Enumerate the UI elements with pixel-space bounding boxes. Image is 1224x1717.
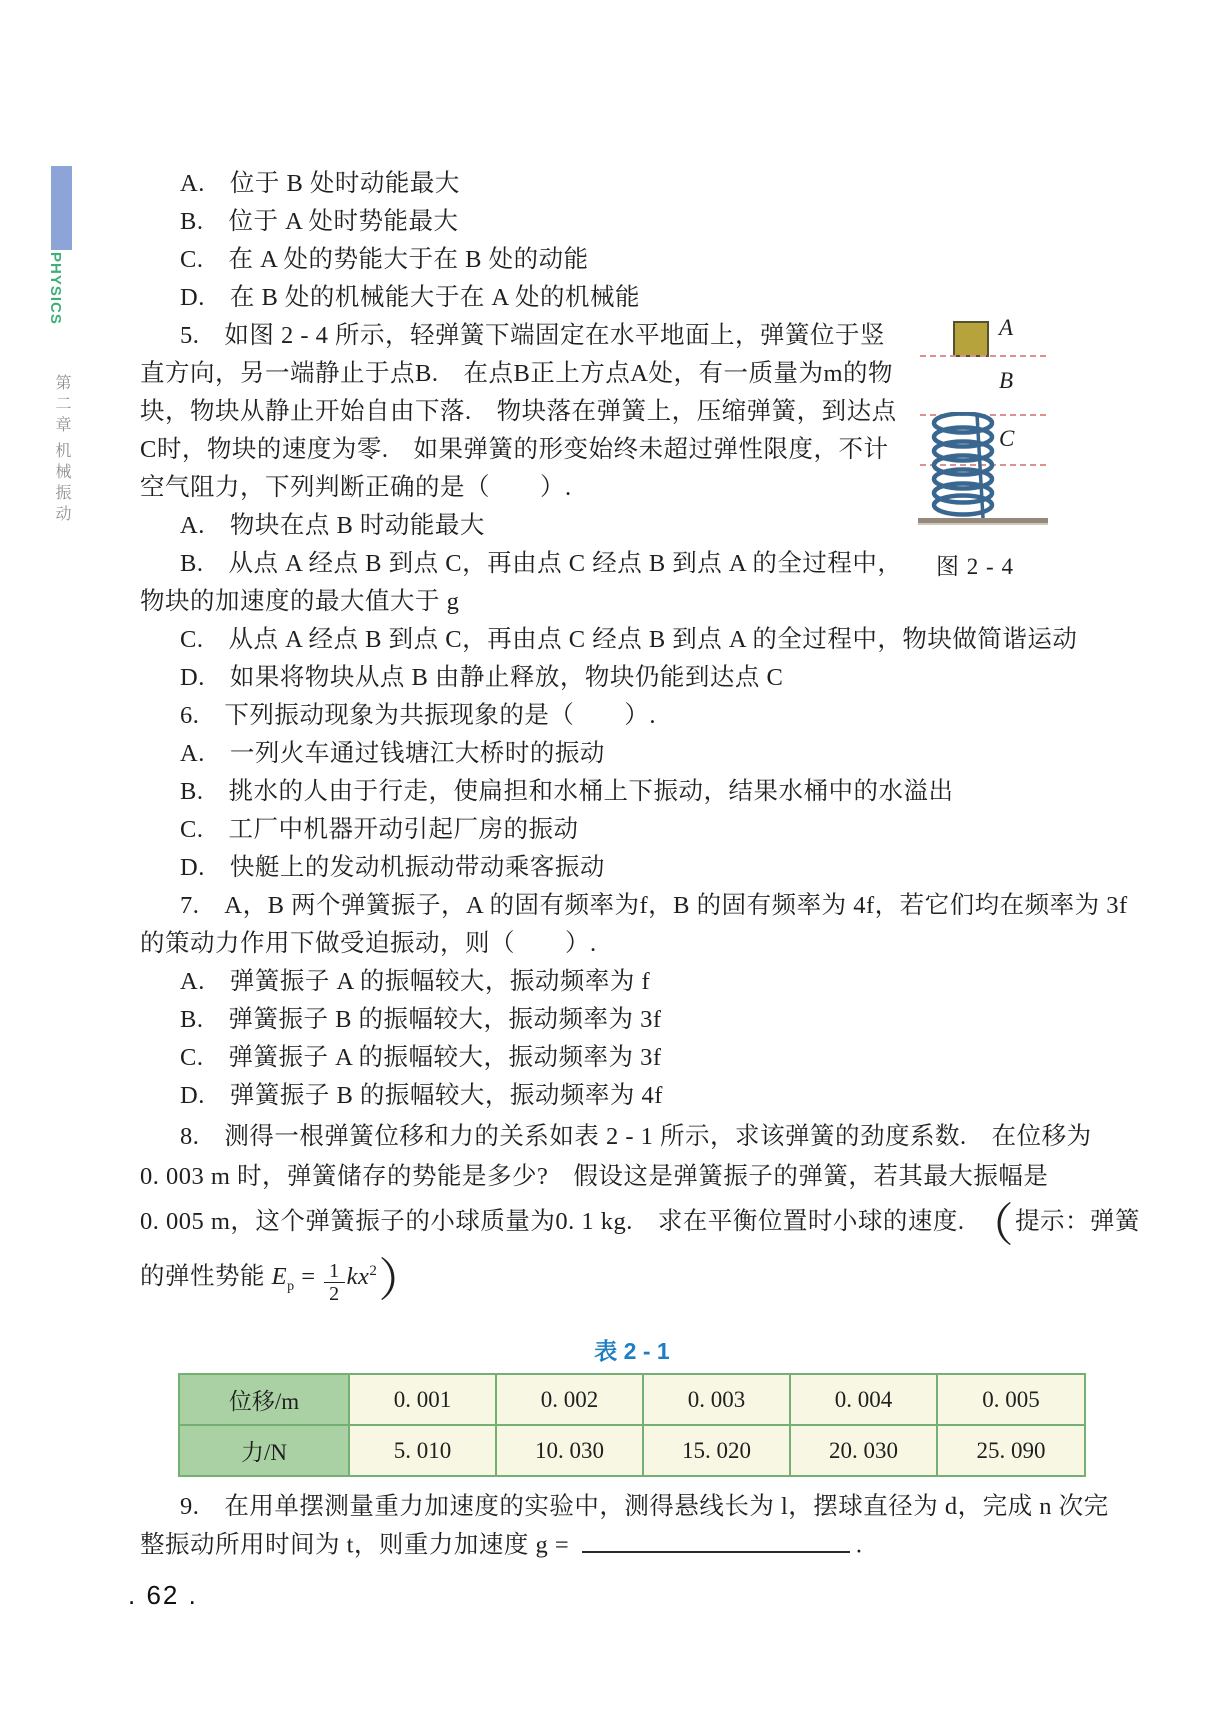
cell-force-3: 15. 020 xyxy=(643,1425,790,1476)
q7-option-c: C. 弹簧振子 A 的振幅较大，振动频率为 3f xyxy=(180,1044,662,1071)
q5-option-d: D. 如果将物块从点 B 由静止释放，物块仍能到达点 C xyxy=(180,664,784,691)
table-row-force xyxy=(179,1425,1085,1476)
figure-label-a: A xyxy=(999,315,1014,340)
formula-equals: = xyxy=(294,1263,323,1291)
q5-line-1: 5. 如图 2 - 4 所示，轻弹簧下端固定在水平地面上，弹簧位于竖 xyxy=(180,322,886,349)
q6-option-a: A. 一列火车通过钱塘江大桥时的振动 xyxy=(180,740,605,767)
figure-label-b: B xyxy=(999,368,1014,393)
formula-prefix: 的弹性势能 xyxy=(140,1263,272,1291)
q9-line-2-end: . xyxy=(855,1531,863,1559)
q7-option-a: A. 弹簧振子 A 的振幅较大，振动频率为 f xyxy=(180,968,651,995)
cell-force-5: 25. 090 xyxy=(937,1425,1085,1476)
q7-line-2: 的策动力作用下做受迫振动，则（ ）. xyxy=(140,930,597,957)
formula-exponent: 2 xyxy=(369,1263,378,1279)
q5-option-a: A. 物块在点 B 时动能最大 xyxy=(180,512,485,539)
q5-option-c: C. 从点 A 经点 B 到点 C，再由点 C 经点 B 到点 A 的全过程中，物块做简谐运动 xyxy=(180,626,1078,653)
q8-line-3 xyxy=(140,1200,1141,1251)
formula-symbol: E xyxy=(271,1263,288,1291)
spring-icon xyxy=(925,412,1001,522)
q8-line-1: 8. 测得一根弹簧位移和力的关系如表 2 - 1 所示，求该弹簧的劲度系数. 在位移为 xyxy=(180,1123,1092,1150)
page-number: . 62 . xyxy=(128,1580,198,1610)
cell-force-1: 5. 010 xyxy=(349,1425,496,1476)
q4-option-d: D. 在 B 处的机械能大于在 A 处的机械能 xyxy=(180,284,640,311)
ground-line xyxy=(918,518,1048,523)
q5-option-b: B. 从点 A 经点 B 到点 C，再由点 C 经点 B 到点 A 的全过程中， xyxy=(180,550,903,577)
q7-line-1: 7. A，B 两个弹簧振子，A 的固有频率为f，B 的固有频率为 4f，若它们均在频率为 3f xyxy=(180,892,1128,919)
q8-line-3-text: 0. 005 m，这个弹簧振子的小球质量为0. 1 kg. 求在平衡位置时小球的速度. xyxy=(140,1208,990,1235)
q7-option-d: D. 弹簧振子 B 的振幅较大，振动频率为 4f xyxy=(180,1082,663,1109)
q5-line-4: C时，物块的速度为零. 如果弹簧的形变始终未超过弹性限度，不计 xyxy=(140,436,889,463)
sidebar-accent-bar xyxy=(51,166,72,250)
q5-line-3: 块，物块从静止开始自由下落. 物块落在弹簧上，压缩弹簧，到达点 xyxy=(140,398,897,425)
q6-option-d: D. 快艇上的发动机振动带动乘客振动 xyxy=(180,854,605,881)
q8-close-paren: ） xyxy=(378,1255,425,1307)
formula-fraction xyxy=(324,1260,345,1305)
figure-caption: 图 2 - 4 xyxy=(936,554,1014,579)
q8-hint-text: 提示：弹簧 xyxy=(1015,1208,1141,1235)
cell-force-4: 20. 030 xyxy=(790,1425,937,1476)
q5-line-2: 直方向，另一端静止于点B. 在点B正上方点A处，有一质量为m的物 xyxy=(140,360,894,387)
sidebar-chapter-number: 第二章 xyxy=(53,374,70,437)
cell-displacement-5: 0. 005 xyxy=(937,1374,1085,1425)
level-line-a xyxy=(920,355,1046,357)
falling-block xyxy=(953,321,989,357)
sidebar-physics-label: PHYSICS xyxy=(47,252,64,325)
q5-option-b-cont: 物块的加速度的最大值大于 g xyxy=(140,588,460,615)
q7-option-b: B. 弹簧振子 B 的振幅较大，振动频率为 3f xyxy=(180,1006,662,1033)
q4-option-a: A. 位于 B 处时动能最大 xyxy=(180,170,460,197)
table-2-1 xyxy=(178,1373,1086,1477)
sidebar-chapter-title: 机械振动 xyxy=(53,442,70,526)
cell-displacement-1: 0. 001 xyxy=(349,1374,496,1425)
row-header-force: 力/N xyxy=(179,1425,349,1476)
formula-variable: kx xyxy=(346,1263,370,1291)
answer-blank xyxy=(582,1526,850,1553)
q4-option-c: C. 在 A 处的势能大于在 B 处的动能 xyxy=(180,246,589,273)
cell-displacement-4: 0. 004 xyxy=(790,1374,937,1425)
fraction-numerator: 1 xyxy=(324,1260,345,1283)
q6-stem: 6. 下列振动现象为共振现象的是（ ）. xyxy=(180,702,656,729)
cell-force-2: 10. 030 xyxy=(496,1425,643,1476)
figure-label-c: C xyxy=(999,426,1015,451)
cell-displacement-3: 0. 003 xyxy=(643,1374,790,1425)
q9-line-2 xyxy=(140,1526,863,1565)
q9-line-1: 9. 在用单摆测量重力加速度的实验中，测得悬线长为 l，摆球直径为 d，完成 n 次完 xyxy=(180,1493,1109,1520)
q9-line-2-text: 整振动所用时间为 t，则重力加速度 g = xyxy=(140,1531,576,1559)
formula-subscript: p xyxy=(287,1279,295,1295)
q6-option-c: C. 工厂中机器开动引起厂房的振动 xyxy=(180,816,579,843)
cell-displacement-2: 0. 002 xyxy=(496,1374,643,1425)
q5-line-5: 空气阻力，下列判断正确的是（ ）. xyxy=(140,474,572,501)
table-row-displacement xyxy=(179,1374,1085,1425)
row-header-displacement: 位移/m xyxy=(179,1374,349,1425)
q8-open-paren: （ xyxy=(990,1200,1015,1251)
q4-option-b: B. 位于 A 处时势能最大 xyxy=(180,208,459,235)
q8-formula-line xyxy=(140,1252,426,1306)
table-label: 表 2 - 1 xyxy=(594,1338,670,1364)
q6-option-b: B. 挑水的人由于行走，使扁担和水桶上下振动，结果水桶中的水溢出 xyxy=(180,778,954,805)
figure-2-4 xyxy=(850,288,1100,588)
fraction-denominator: 2 xyxy=(329,1283,340,1306)
q8-line-2: 0. 003 m 时，弹簧储存的势能是多少? 假设这是弹簧振子的弹簧，若其最大振幅是 xyxy=(140,1163,1049,1190)
